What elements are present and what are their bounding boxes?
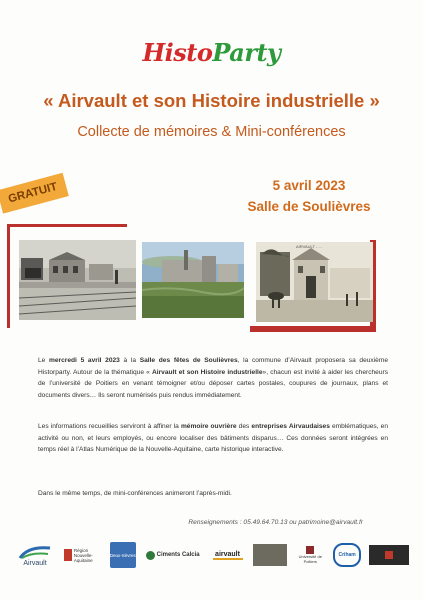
partner-airvault-label: Airvault xyxy=(23,559,47,567)
partner-dark-logo xyxy=(369,545,409,565)
event-venue: Salle de Soulièvres xyxy=(247,199,371,214)
partner-universite-logo xyxy=(295,543,325,567)
paragraph-1-run: mercredi 5 avril 2023 xyxy=(49,357,120,364)
partner-universite-label: Université de Poitiers xyxy=(298,554,322,564)
ciments-calcia-icon xyxy=(146,551,155,560)
paragraph-1-run: Le xyxy=(38,357,50,364)
partner-airvault-logo xyxy=(14,538,56,572)
event-date: 5 avril 2023 xyxy=(272,178,346,193)
red-frame-bottom xyxy=(250,326,376,332)
gratuit-badge-label: GRATUIT xyxy=(7,180,59,206)
partner-airvault-text-label: airvault xyxy=(215,550,240,558)
partners-logos xyxy=(14,535,409,575)
red-frame-top xyxy=(7,224,127,227)
partner-airvault-text-logo xyxy=(210,547,246,563)
partner-calcia-label: Ciments Calcia xyxy=(156,552,200,558)
paragraph-1-run: Salle des fêtes de Soulièvres xyxy=(139,357,238,364)
paragraph-1-run: », chacun est invité à aider les chercheurs de l’université de Poitiers en venant témoigner et/ou déposer cartes postales, coupures de journaux, plans et documents divers… Ils seront numérisés puis rendus immédiatement. xyxy=(38,368,388,399)
paragraph-3 xyxy=(38,488,388,500)
partner-calcia-logo xyxy=(144,547,202,563)
page-subtitle: Collecte de mémoires & Mini-conférences xyxy=(77,124,346,140)
paragraph-1-run: Airvault et son Histoire industrielle xyxy=(152,368,263,376)
paragraph-2-run: des xyxy=(236,423,252,430)
logo-party: Party xyxy=(212,38,281,67)
paragraph-2-run: entreprises Airvaudaises xyxy=(251,423,330,430)
partner-deux-sevres-logo xyxy=(110,542,136,568)
contact-info: Renseignements : 05.49.64.70.13 ou patrimoine@airvault.fr xyxy=(188,519,363,526)
partner-region-label: Région Nouvelle-Aquitaine xyxy=(73,547,93,563)
photo-railway-station xyxy=(19,240,136,320)
red-frame-left xyxy=(7,224,10,328)
logo-histo: Histo xyxy=(142,38,213,67)
page-title: « Airvault et son Histoire industrielle » xyxy=(43,90,380,111)
partner-deux-sevres-label: Deux-Sèvres xyxy=(109,552,136,558)
paragraph-2 xyxy=(38,421,388,456)
photo-industrial-site xyxy=(142,242,244,318)
postcard-caption: AIRVAULT - ... xyxy=(296,244,322,249)
paragraph-3-run: Dans le même temps, de mini-conférences animeront l’après-midi. xyxy=(38,490,232,497)
paragraph-2-run: Les informations recueillies serviront à affiner la xyxy=(38,423,181,430)
partner-photo-logo xyxy=(253,544,287,566)
paragraph-1 xyxy=(38,355,388,401)
paragraph-2-run: emblématiques, en activité ou non, et leurs employés, ou encore localiser des bâtiments disparus… Ces données seront intégrées en temps réel à l’Atlas Numérique de la Nouvelle-Aquitaine, carte historique interactive. xyxy=(38,423,388,453)
partner-criham-logo xyxy=(333,543,361,567)
histoparty-logo xyxy=(0,38,423,67)
photo-postcard xyxy=(256,242,373,322)
paragraph-2-run: mémoire ouvrière xyxy=(180,423,237,430)
universite-crest-icon xyxy=(306,546,314,554)
paragraph-1-run: à la xyxy=(119,357,140,364)
airvault-swoosh-icon xyxy=(18,544,52,560)
partner-region-logo xyxy=(64,545,102,565)
partner-criham-label: Criham xyxy=(338,552,356,558)
gratuit-badge xyxy=(0,173,69,214)
paragraph-1-run: , la commune d’Airvault proposera sa deuxième Historparty. Autour de la thématique « xyxy=(38,357,389,376)
